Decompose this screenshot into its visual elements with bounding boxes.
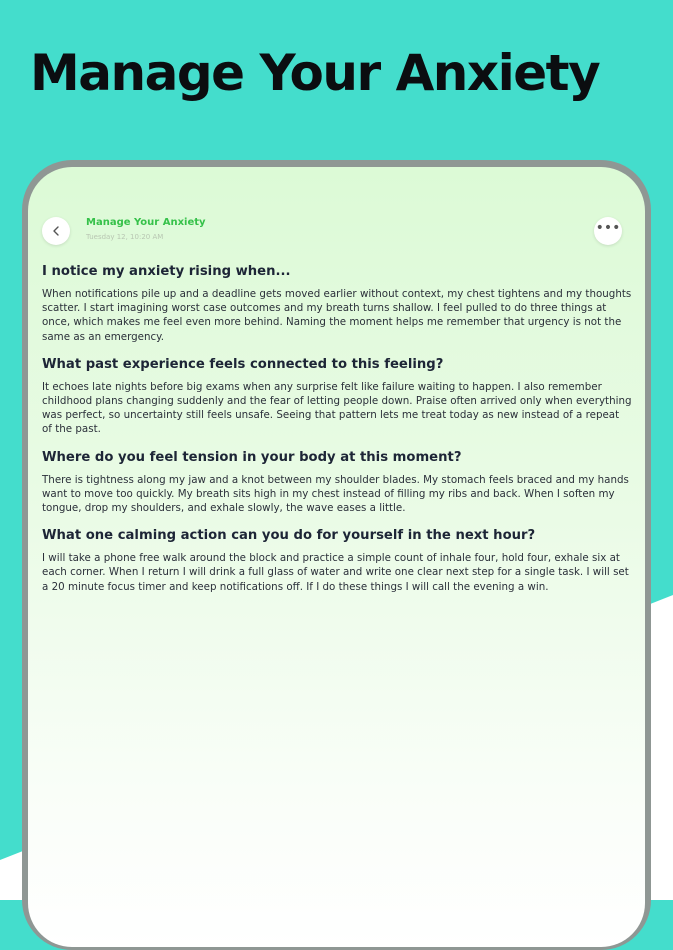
journal-entry bbox=[42, 449, 632, 516]
entry-question: Where do you feel tension in your body at this moment? bbox=[42, 449, 462, 465]
journal-content bbox=[42, 263, 632, 606]
entry-date: Tuesday 12, 10:20 AM bbox=[86, 233, 164, 241]
entry-answer: It echoes late nights before big exams when any surprise felt like failure waiting to happen. I also remember childhood plans changing suddenly and the fear of letting people down. Praise often arrived only when everything was perfect, so uncertainty still feels unsafe. Seeing that pattern lets me treat today as new instead of a repeat of the past. bbox=[42, 380, 632, 436]
more-options-button[interactable] bbox=[594, 217, 622, 245]
journal-entry bbox=[42, 263, 632, 344]
entry-title: Manage Your Anxiety bbox=[86, 217, 206, 228]
entry-question: I notice my anxiety rising when... bbox=[42, 264, 291, 279]
more-horizontal-icon: ••• bbox=[595, 220, 621, 236]
entry-question: What one calming action can you do for yourself in the next hour? bbox=[42, 528, 536, 544]
entry-answer: There is tightness along my jaw and a knot between my shoulder blades. My stomach feels braced and my hands want to move too quickly. My breath sits high in my chest instead of filling my ribs and back. When I soften my tongue, drop my shoulders, and exhale slowly, the wave eases a little. bbox=[42, 473, 629, 515]
back-button[interactable] bbox=[42, 217, 70, 245]
journal-entry bbox=[42, 356, 632, 437]
entry-question: What past experience feels connected to this feeling? bbox=[42, 356, 444, 372]
tablet-screen bbox=[28, 167, 645, 947]
entry-answer: I will take a phone free walk around the block and practice a simple count of inhale four, hold four, exhale six at each corner. When I return I will drink a full glass of water and write one clear next step for a single task. I will set a 20 minute focus timer and keep notifications off. If I do these things I will call the evening a win. bbox=[42, 552, 629, 593]
promo-headline: Manage Your Anxiety bbox=[30, 44, 600, 102]
chevron-left-icon bbox=[50, 225, 62, 237]
journal-entry bbox=[42, 527, 632, 594]
entry-answer: When notifications pile up and a deadline gets moved earlier without context, my chest tightens and my thoughts scatter. I start imagining worst case outcomes and my breath turns shallow. I feel pulled to do three things at once, which makes me feel even more behind. Naming the moment helps me remember that urgency is not the same as an emergency. bbox=[42, 288, 632, 343]
